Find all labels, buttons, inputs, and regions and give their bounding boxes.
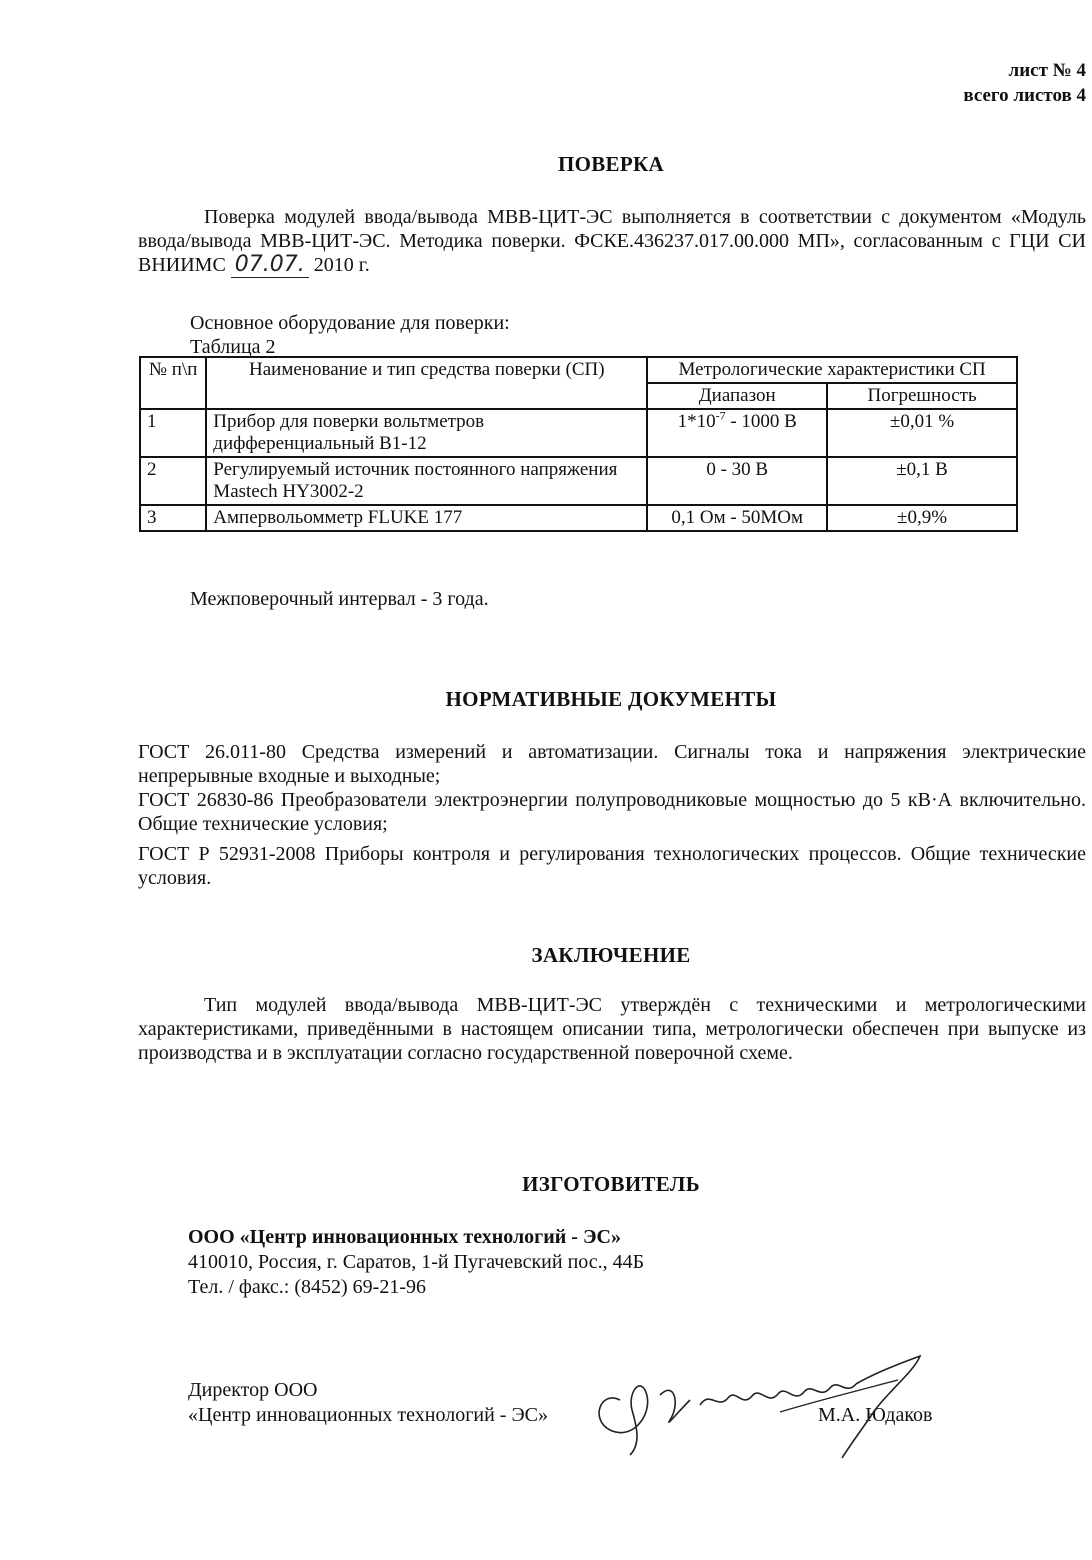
range-tail: - 1000 В (725, 411, 797, 432)
normative-item: ГОСТ Р 52931-2008 Приборы контроля и регулирования технологических процессов. Общие технические условия. (138, 843, 1086, 889)
row-num: 3 (140, 505, 206, 531)
normative-item: ГОСТ 26830-86 Преобразователи электроэнергии полупроводниковые мощностью до 5 кВ·А включительно. Общие технические условия; (138, 789, 1086, 835)
range-base: 1*10 (677, 411, 716, 432)
equipment-intro: Основное оборудование для поверки: (190, 312, 510, 334)
manufacturer-phone: Тел. / факс.: (8452) 69-21-96 (188, 1276, 426, 1298)
row-num: 1 (140, 409, 206, 457)
sheet-number: лист № 4 (1008, 60, 1086, 81)
handwritten-date: 07.07. (231, 252, 309, 278)
header-name: Наименование и тип средства поверки (СП) (206, 357, 647, 409)
row-range (647, 409, 827, 457)
row-name: Прибор для поверки вольтметров дифференциальный В1-12 (206, 409, 647, 457)
signatory-position: Директор ООО (188, 1379, 318, 1401)
signatory-name: М.А. Юдаков (818, 1404, 933, 1426)
row-range: 0 - 30 В (647, 457, 827, 505)
header-metrology: Метрологические характеристики СП (647, 357, 1017, 383)
conclusion-text: Тип модулей ввода/вывода МВВ-ЦИТ-ЭС утверждён с техническими и метрологическими характеристиками, приведёнными в настоящем описании типа, метрологически обеспечен при выпуске из производства и в эксплуатации согласно государственной поверочной схеме. (138, 994, 1086, 1064)
range-exponent: -7 (715, 408, 726, 423)
verification-paragraph (138, 205, 1086, 277)
header-range: Диапазон (647, 383, 827, 409)
verification-year: 2010 г. (313, 254, 370, 276)
table-caption: Таблица 2 (190, 336, 276, 358)
sheet-total: всего листов 4 (963, 85, 1086, 106)
verification-heading: ПОВЕРКА (557, 152, 664, 176)
row-error: ±0,01 % (827, 409, 1017, 457)
conclusion-paragraph (138, 993, 1086, 1065)
row-name: Регулируемый источник постоянного напряжения Mastech HY3002-2 (206, 457, 647, 505)
row-num: 2 (140, 457, 206, 505)
row-error: ±0,1 В (827, 457, 1017, 505)
header-error: Погрешность (827, 383, 1017, 409)
table-header-row (140, 357, 1017, 383)
sheet-info (963, 58, 1086, 108)
table-row (140, 505, 1017, 531)
normative-heading: НОРМАТИВНЫЕ ДОКУМЕНТЫ (445, 687, 777, 711)
handwritten-signature (580, 1350, 940, 1460)
verification-interval: Межповерочный интервал - 3 года. (190, 588, 489, 610)
row-range: 0,1 Ом - 50МОм (647, 505, 827, 531)
table-row (140, 457, 1017, 505)
conclusion-heading: ЗАКЛЮЧЕНИЕ (531, 943, 691, 967)
manufacturer-heading: ИЗГОТОВИТЕЛЬ (522, 1172, 700, 1196)
normative-item: ГОСТ 26.011-80 Средства измерений и автоматизации. Сигналы тока и напряжения электрические непрерывные входные и выходные; (138, 741, 1086, 787)
table-row (140, 409, 1017, 457)
row-error: ±0,9% (827, 505, 1017, 531)
equipment-table (139, 356, 1018, 532)
manufacturer-name: ООО «Центр инновационных технологий - ЭС» (188, 1226, 621, 1248)
manufacturer-address: 410010, Россия, г. Саратов, 1-й Пугачевский пос., 44Б (188, 1251, 645, 1273)
signatory-organization: «Центр инновационных технологий - ЭС» (188, 1404, 549, 1426)
header-num: № п\п (140, 357, 206, 409)
verification-text: Поверка модулей ввода/вывода МВВ-ЦИТ-ЭС выполняется в соответствии с документом «Модуль ввода/вывода МВВ-ЦИТ-ЭС. Методика поверки. ФСКЕ.436237.017.00.000 МП», согласованным с ГЦИ СИ ВНИИМС (138, 206, 1086, 276)
row-name: Ампервольомметр FLUKE 177 (206, 505, 647, 531)
